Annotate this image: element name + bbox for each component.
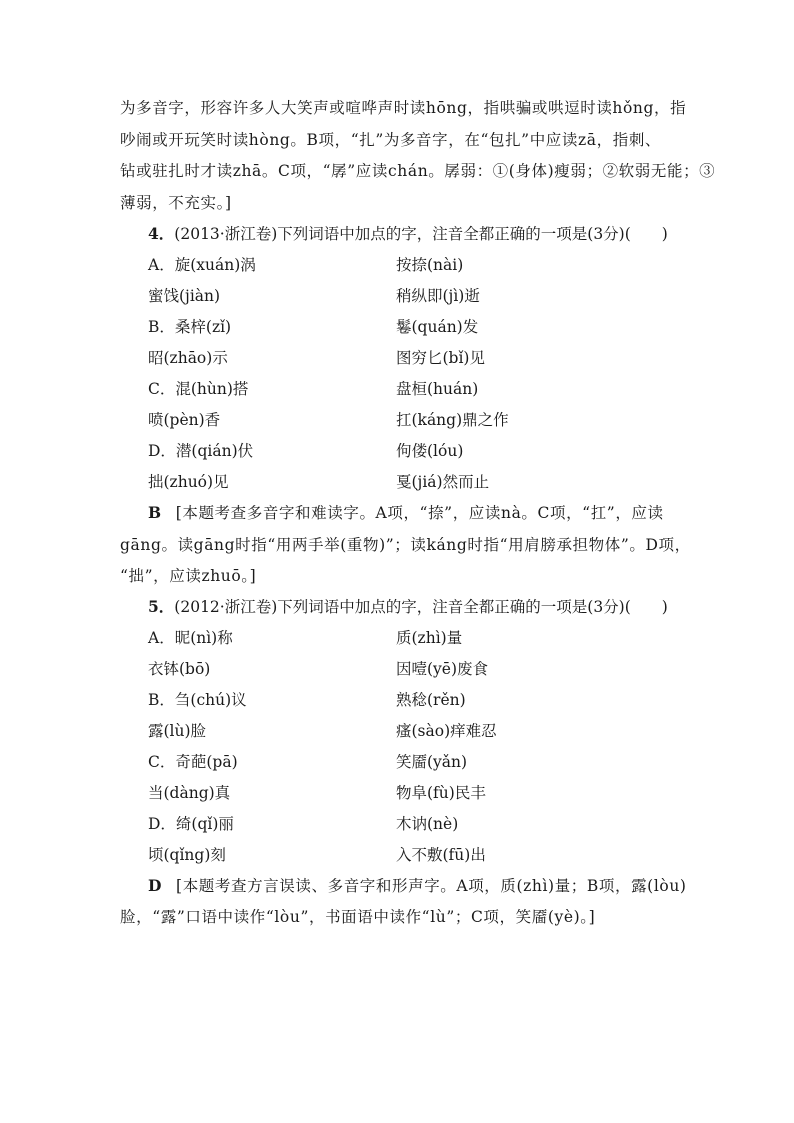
answer-explanation-line (148, 503, 664, 523)
option-left: 蜜饯(jiàn) (148, 287, 221, 305)
option-right: 图穷匕(bǐ)见 (396, 349, 485, 367)
explanation-line: 钻或驻扎时才读zhā。C项，“孱”应读chán。孱弱：①(身体)瘦弱；②软弱无能；③ (120, 162, 716, 180)
option-right: 熟稔(rěn) (396, 691, 466, 709)
option-left: 衣钵(bō) (148, 660, 211, 678)
option-right: 佝偻(lóu) (396, 442, 464, 460)
answer-letter: D (148, 876, 163, 895)
option-right: 瘙(sào)痒难忍 (396, 722, 497, 740)
option-left: 顷(qǐng)刻 (148, 846, 226, 864)
option-right: 木讷(nè) (396, 815, 459, 833)
option-left: 露(lù)脸 (148, 722, 207, 740)
question-number: 5． (148, 597, 175, 616)
option-right: 入不敷(fū)出 (396, 846, 486, 864)
option-left: B．桑梓(zǐ) (148, 318, 232, 336)
explanation-text: [本题考查多音字和难读字。A项，“捺”，应读nà。C项，“扛”，应读 (175, 504, 664, 522)
option-left: A．昵(nì)称 (148, 629, 233, 647)
option-left: B．刍(chú)议 (148, 691, 247, 709)
question-text: (2013·浙江卷)下列词语中加点的字，注音全都正确的一项是(3分)( ) (174, 225, 668, 243)
option-right: 物阜(fù)民丰 (396, 784, 486, 802)
option-right: 盘桓(huán) (396, 380, 479, 398)
option-right: 扛(káng)鼎之作 (396, 411, 509, 429)
answer-letter: B (148, 503, 162, 522)
option-right: 因噎(yē)废食 (396, 660, 489, 678)
option-left: 当(dàng)真 (148, 784, 231, 802)
question-text: (2012·浙江卷)下列词语中加点的字，注音全都正确的一项是(3分)( ) (174, 598, 668, 616)
explanation-text: [本题考查方言误读、多音字和形声字。A项，质(zhì)量；B项，露(lòu) (176, 877, 687, 895)
option-right: 按捺(nài) (396, 256, 464, 274)
option-left: D．绮(qǐ)丽 (148, 815, 234, 833)
explanation-line: “拙”，应读zhuō。] (120, 567, 257, 585)
option-right: 稍纵即(jì)逝 (396, 287, 480, 305)
option-left: C．奇葩(pā) (148, 753, 238, 771)
option-left: 喷(pèn)香 (148, 411, 221, 429)
option-left: A．旋(xuán)涡 (148, 256, 256, 274)
option-left: C．混(hùn)搭 (148, 380, 249, 398)
option-right: 鬈(quán)发 (396, 318, 479, 336)
option-right: 笑靥(yǎn) (396, 753, 468, 771)
answer-explanation-line (148, 876, 687, 896)
question-4-stem (148, 224, 668, 244)
option-left: D．潜(qián)伏 (148, 442, 254, 460)
explanation-line: 为多音字，形容许多人大笑声或喧哗声时读hōng，指哄骗或哄逗时读hǒng，指 (120, 99, 687, 117)
explanation-line: 薄弱，不充实。] (120, 194, 232, 212)
explanation-line: gāng。读gāng时指“用两手举(重物)”；读káng时指“用肩膀承担物体”。D项， (120, 536, 691, 554)
option-right: 戛(jiá)然而止 (396, 473, 490, 491)
question-number: 4． (148, 224, 175, 243)
option-right: 质(zhì)量 (396, 629, 463, 647)
explanation-line: 脸，“露”口语中读作“lòu”，书面语中读作“lù”；C项，笑靥(yè)。] (120, 908, 596, 926)
option-left: 拙(zhuó)见 (148, 473, 229, 491)
question-5-stem (148, 597, 668, 617)
option-left: 昭(zhāo)示 (148, 349, 228, 367)
explanation-line: 吵闹或开玩笑时读hòng。B项，“扎”为多音字，在“包扎”中应读zā，指刺、 (120, 131, 662, 149)
